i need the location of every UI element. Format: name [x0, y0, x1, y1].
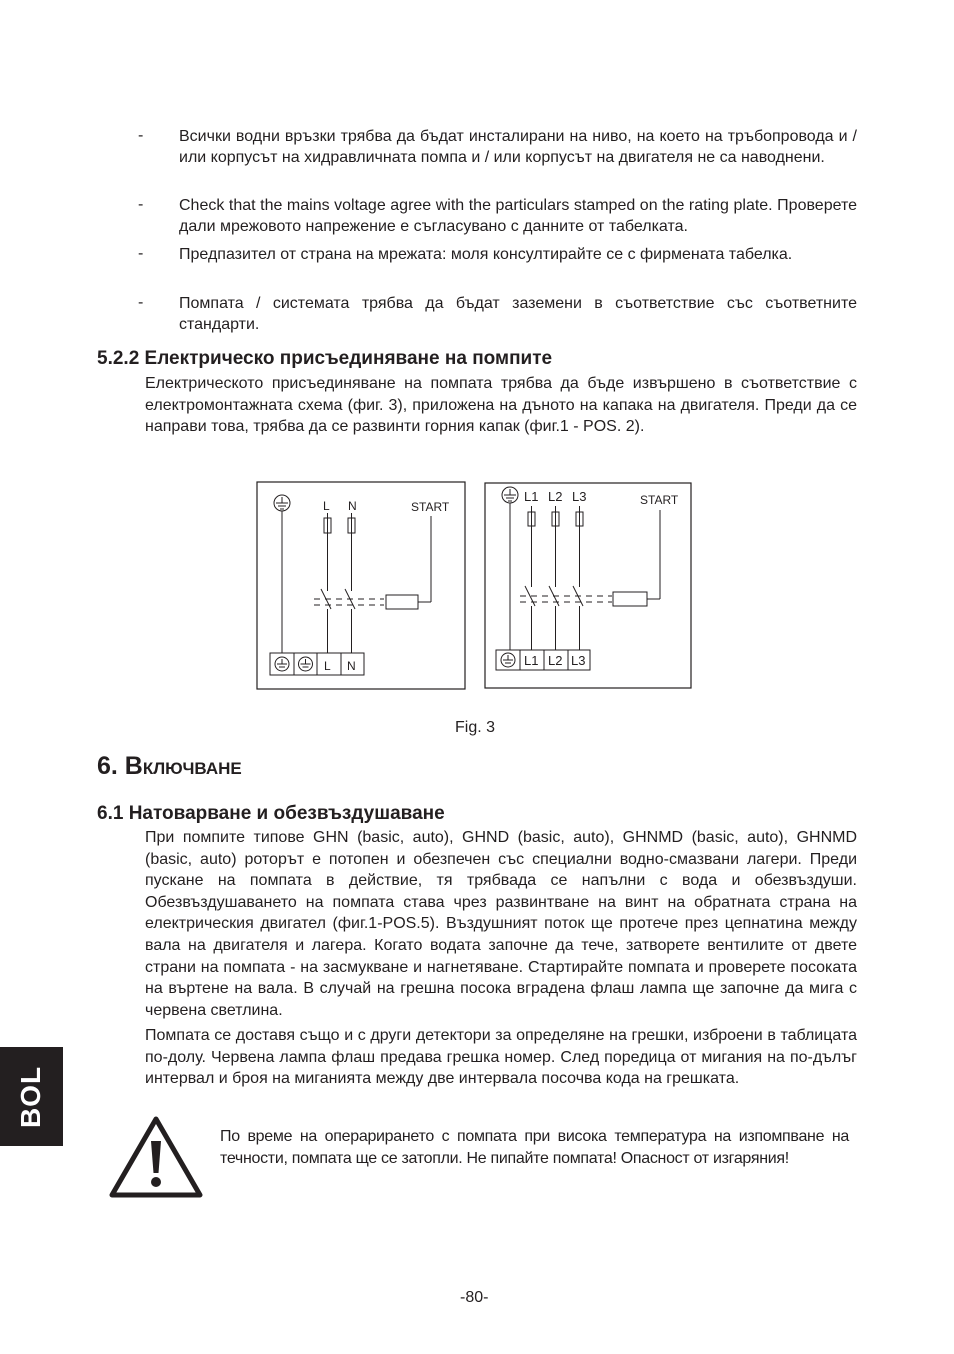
- page-number: -80-: [460, 1289, 489, 1306]
- bullet-item: Помпата / системата трябва да бъдат заземени в съответствие със съответните стандарти.: [179, 295, 857, 333]
- bullet-item: Всички водни връзки трябва да бъдат инсталирани на ниво, на което на тръбопровода и / или корпусът на хидравличната помпа и / или корпусът на двигателя не са наводнени.: [179, 128, 857, 166]
- chapter-number: 6.: [97, 752, 125, 780]
- terminal-label: L2: [548, 489, 563, 504]
- section-heading-61: 6.1 Натоварване и обезвъздушаване: [97, 803, 445, 824]
- chapter-first-letter: В: [124, 752, 143, 780]
- ground-icon: [299, 657, 313, 671]
- wiring-diagram-three-phase: [484, 482, 693, 690]
- ground-icon: [502, 487, 518, 503]
- bullet-item: Check that the mains voltage agree with the particulars stamped on the rating plate. Проверете дали мрежовото напрежение е съгласувано с данните от табелката.: [179, 197, 857, 235]
- ground-icon: [501, 653, 515, 667]
- terminal-label: L2: [548, 653, 563, 668]
- figure-caption: Fig. 3: [455, 719, 496, 736]
- section-heading-522: 5.2.2 Електрическо присъединяване на помпите: [97, 348, 553, 369]
- terminal-label: N: [347, 659, 356, 673]
- language-tab-label: BOL: [15, 1065, 46, 1129]
- bullet-dash: -: [138, 196, 144, 213]
- warning-text: По време на операрирането с помпата при висока температура на изпомпване на течности, помпата ще се затопли. Не пипайте помпата! Опасност от изгаряния!: [220, 1128, 849, 1167]
- bullet-dash: -: [138, 127, 144, 144]
- section-body-522: Електрическото присъединяване на помпата трябва да бъде извършено в съответствие с електромонтажната схема (фиг. 3), приложена на дъното на капака на двигателя. Преди да се направи това, трябва да се развинти горния капак (фиг.1 - POS. 2).: [145, 375, 857, 436]
- terminal-label: L1: [524, 653, 539, 668]
- bullet-item: Предпазител от страна на мрежата: моля консултирайте се с фирмената табелка.: [179, 246, 793, 263]
- start-label: START: [640, 493, 679, 507]
- bullet-dash: -: [138, 294, 144, 311]
- ground-icon: [275, 657, 289, 671]
- terminal-label: L3: [571, 653, 586, 668]
- terminal-label: L: [323, 499, 330, 513]
- chapter-title-rest: КЛЮЧВАНЕ: [142, 759, 242, 778]
- language-side-tab: [0, 1047, 63, 1146]
- terminal-label: L: [324, 659, 331, 673]
- start-label: START: [411, 500, 450, 514]
- bullet-dash: -: [138, 245, 144, 262]
- section-body-61-cont: Помпата се доставя също и с други детектори за определяне на грешки, изброени в таблицата по-долу. Червена лампа флаш предава грешка номер. След поредица от мигания на по-дълъг интервал и броя на миганията между две интервала посочва кода на грешката.: [145, 1027, 857, 1088]
- terminal-label: L1: [524, 489, 539, 504]
- chapter-heading: [97, 752, 242, 781]
- ground-icon: [274, 495, 290, 511]
- warning-triangle-icon: [108, 1115, 204, 1199]
- section-body-61: При помпите типове GHN (basic, auto), GHND (basic, auto), GHNMD (basic, auto), GHNMD (basic, auto) роторът е потопен и обезпечен със специални водно-смазвани лагери. Преди пускане на помпата в действие, тя трябвада се напълни с вода и обезвъздуши. Обезвъздушаването на помпата става чрез развинтване на винт на обратната страна на електрическия двигател (фиг.1-POS.5). Въздушният поток ще протече през цепнатина между вала на двигателя и лагера. Когато водата започне да тече, затворете вентилите от двете страни на помпата - на засмукване и нагнетяване. Стартирайте помпата и проверете посоката на въртене на вала. В случай на грешна посока вградена флаш лампа ще започне да мига с червена светлина.: [145, 829, 857, 1019]
- terminal-label: N: [348, 499, 357, 513]
- terminal-label: L3: [572, 489, 587, 504]
- wiring-diagram-single-phase: [256, 481, 468, 691]
